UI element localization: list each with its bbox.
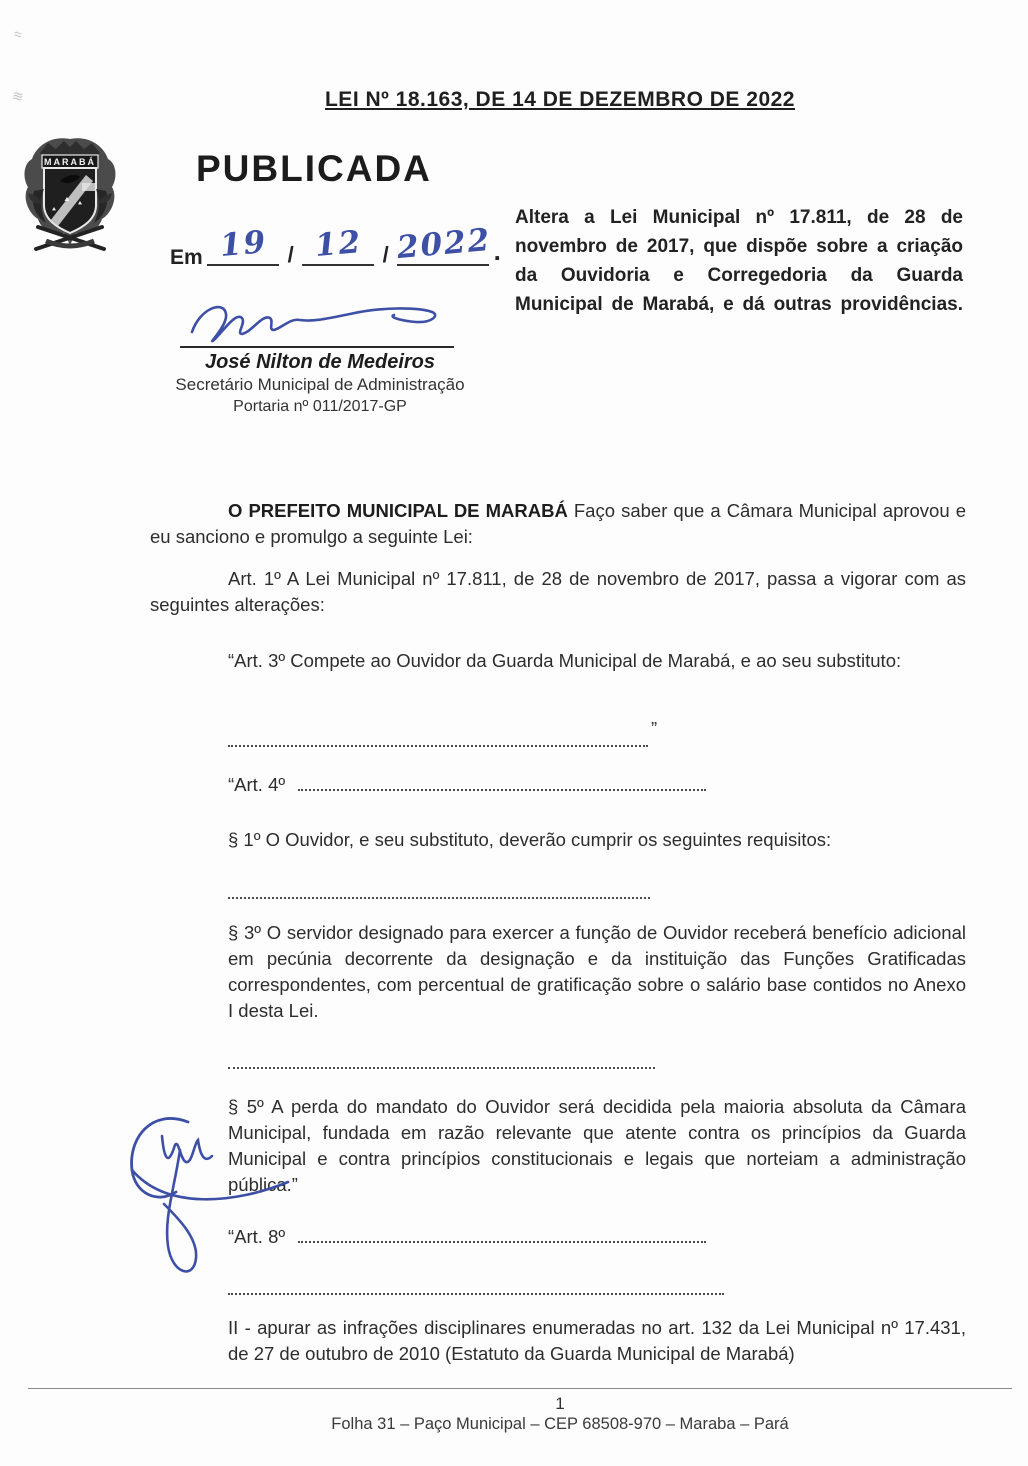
handwritten-day: 19: [218, 224, 269, 264]
scan-artifact: ≈: [12, 25, 24, 43]
article-4-label: “Art. 4º: [228, 774, 286, 795]
ementa-summary: Altera a Lei Municipal nº 17.811, de 28 de novembro de 2017, que dispõe sobre a criação da Ouvidoria e Corregedoria da Guarda Municipal de Marabá, e dá outras providências.: [515, 207, 963, 315]
preamble-paragraph: [150, 498, 966, 550]
article-4-row: [228, 772, 966, 798]
date-period: .: [493, 236, 501, 266]
footer-text: Folha 31 – Paço Municipal – CEP 68508-970 – Maraba – Pará: [331, 1415, 789, 1433]
preamble-rest: Faço saber que a Câmara Municipal aprovou e eu sanciono e promulgo a seguinte Lei:: [150, 500, 966, 547]
dotted-filler-row: [228, 718, 658, 752]
date-year-field: [395, 221, 493, 267]
signature-ink: [178, 296, 454, 350]
dotted-filler: [228, 1067, 655, 1069]
signatory-role: Secretário Municipal de Administração: [175, 375, 465, 394]
dotted-filler-row: [228, 1282, 724, 1300]
footer-divider: [28, 1388, 1012, 1389]
dotted-filler-row: [228, 886, 650, 904]
signature-line: [180, 346, 454, 348]
date-prefix: Em: [170, 246, 203, 269]
signatory-portaria: Portaria nº 011/2017-GP: [233, 398, 407, 415]
closing-quote: ”: [651, 718, 658, 739]
date-separator: /: [382, 242, 389, 267]
signatory-block: [130, 351, 510, 417]
publicada-stamp: PUBLICADA: [196, 148, 432, 189]
article-3-paragraph: “Art. 3º Compete ao Ouvidor da Guarda Municipal de Marabá, e ao seu substituto:: [228, 650, 902, 671]
dotted-filler: [228, 897, 650, 899]
scan-artifact: ≋: [10, 87, 26, 105]
publication-date: [170, 222, 501, 270]
dotted-filler: [228, 745, 648, 747]
maraba-coat-of-arms-icon: [20, 133, 120, 259]
item-2-paragraph: II - apurar as infrações disciplinares enumeradas no art. 132 da Lei Municipal nº 17.431, de 27 de outubro de 2010 (Estatuto da Guarda Municipal de Marabá): [228, 1317, 966, 1364]
paragraph-1: § 1º O Ouvidor, e seu substituto, deverão cumprir os seguintes requisitos:: [228, 829, 832, 850]
page-title: LEI Nº 18.163, DE 14 DE DEZEMBRO DE 2022: [324, 88, 795, 111]
dotted-filler-row: [228, 1056, 655, 1074]
dotted-filler: [228, 1293, 724, 1295]
article-1-paragraph: Art. 1º A Lei Municipal nº 17.811, de 28 de novembro de 2017, passa a vigorar com as seguintes alterações:: [150, 568, 966, 615]
date-day-field: [207, 222, 279, 266]
date-separator: /: [287, 242, 294, 267]
date-month-field: [302, 222, 374, 266]
paragraph-3: § 3º O servidor designado para exercer a função de Ouvidor receberá benefício adicional em pecúnia decorrente da designação e da instituição das Funções Gratificadas correspondentes, com percentual de gratificação sobre o salário base contidos no Anexo I desta Lei.: [228, 922, 966, 1021]
page-number: 1: [555, 1394, 565, 1413]
paragraph-5: § 5º A perda do mandato do Ouvidor será decidida pela maioria absoluta da Câmara Municipal, fundada em razão relevante que atente contra os princípios da Guarda Municipal e contra princípios constitucionais e legais que norteiam a administração pública.”: [228, 1096, 966, 1195]
dotted-filler: [298, 1241, 706, 1243]
rubric-initials-ink: [116, 1106, 292, 1296]
handwritten-month: 12: [313, 224, 364, 264]
handwritten-year: 2022: [395, 221, 493, 267]
article-8-row: [228, 1224, 966, 1250]
dotted-filler: [298, 789, 706, 791]
article-8-label: “Art. 8º: [228, 1226, 286, 1247]
signatory-name: José Nilton de Medeiros: [204, 351, 436, 373]
preamble-bold: O PREFEITO MUNICIPAL DE MARABÁ: [228, 500, 568, 521]
svg-text:MARABÁ: MARABÁ: [44, 157, 96, 167]
